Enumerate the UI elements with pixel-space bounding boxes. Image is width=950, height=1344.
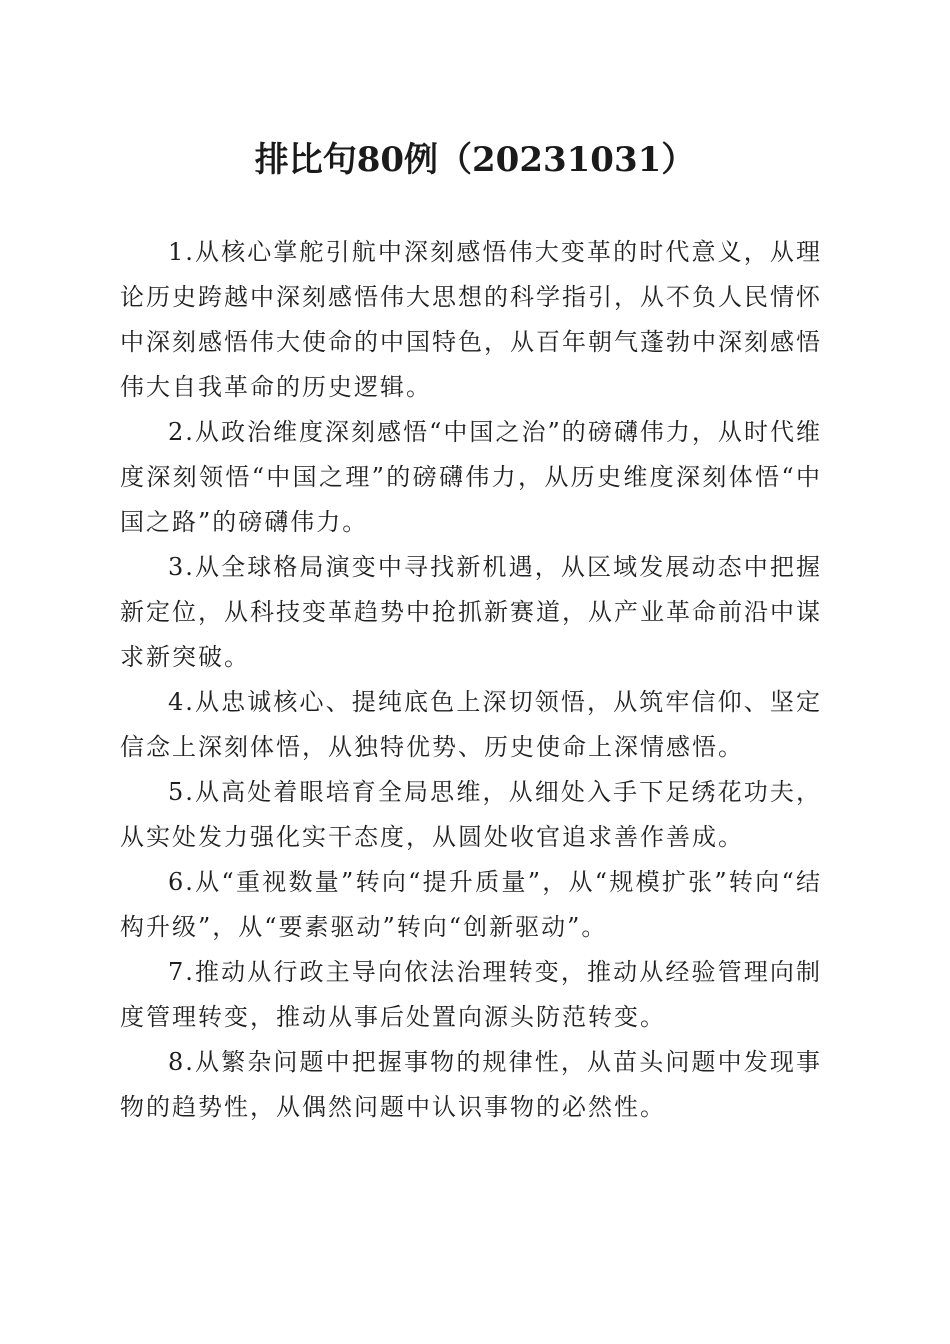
paragraph-1: 1.从核心掌舵引航中深刻感悟伟大变革的时代意义，从理论历史跨越中深刻感悟伟大思想的科学指引，从不负人民情怀中深刻感悟伟大使命的中国特色，从百年朝气蓬勃中深刻感悟伟大自我革命的历史逻辑。: [120, 238, 822, 401]
paragraph-5: 5.从高处着眼培育全局思维，从细处入手下足绣花功夫，从实处发力强化实干态度，从圆处收官追求善作善成。: [120, 778, 822, 851]
paragraph-3: 3.从全球格局演变中寻找新机遇，从区域发展动态中把握新定位，从科技变革趋势中抢抓新赛道，从产业革命前沿中谋求新突破。: [120, 553, 822, 671]
paragraph-7: 7.推动从行政主导向依法治理转变，推动从经验管理向制度管理转变，推动从事后处置向源头防范转变。: [120, 958, 822, 1031]
paragraph-4: 4.从忠诚核心、提纯底色上深切领悟，从筑牢信仰、坚定信念上深刻体悟，从独特优势、历史使命上深情感悟。: [120, 688, 822, 761]
paragraph-8: 8.从繁杂问题中把握事物的规律性，从苗头问题中发现事物的趋势性，从偶然问题中认识事物的必然性。: [120, 1048, 822, 1121]
document-title: 排比句80例（20231031）: [254, 140, 696, 180]
document-body: [120, 230, 822, 1130]
paragraph-6: 6.从“重视数量”转向“提升质量”，从“规模扩张”转向“结构升级”，从“要素驱动”转向“创新驱动”。: [120, 868, 822, 941]
paragraph-2: 2.从政治维度深刻感悟“中国之治”的磅礴伟力，从时代维度深刻领悟“中国之理”的磅礴伟力，从历史维度深刻体悟“中国之路”的磅礴伟力。: [120, 418, 822, 536]
